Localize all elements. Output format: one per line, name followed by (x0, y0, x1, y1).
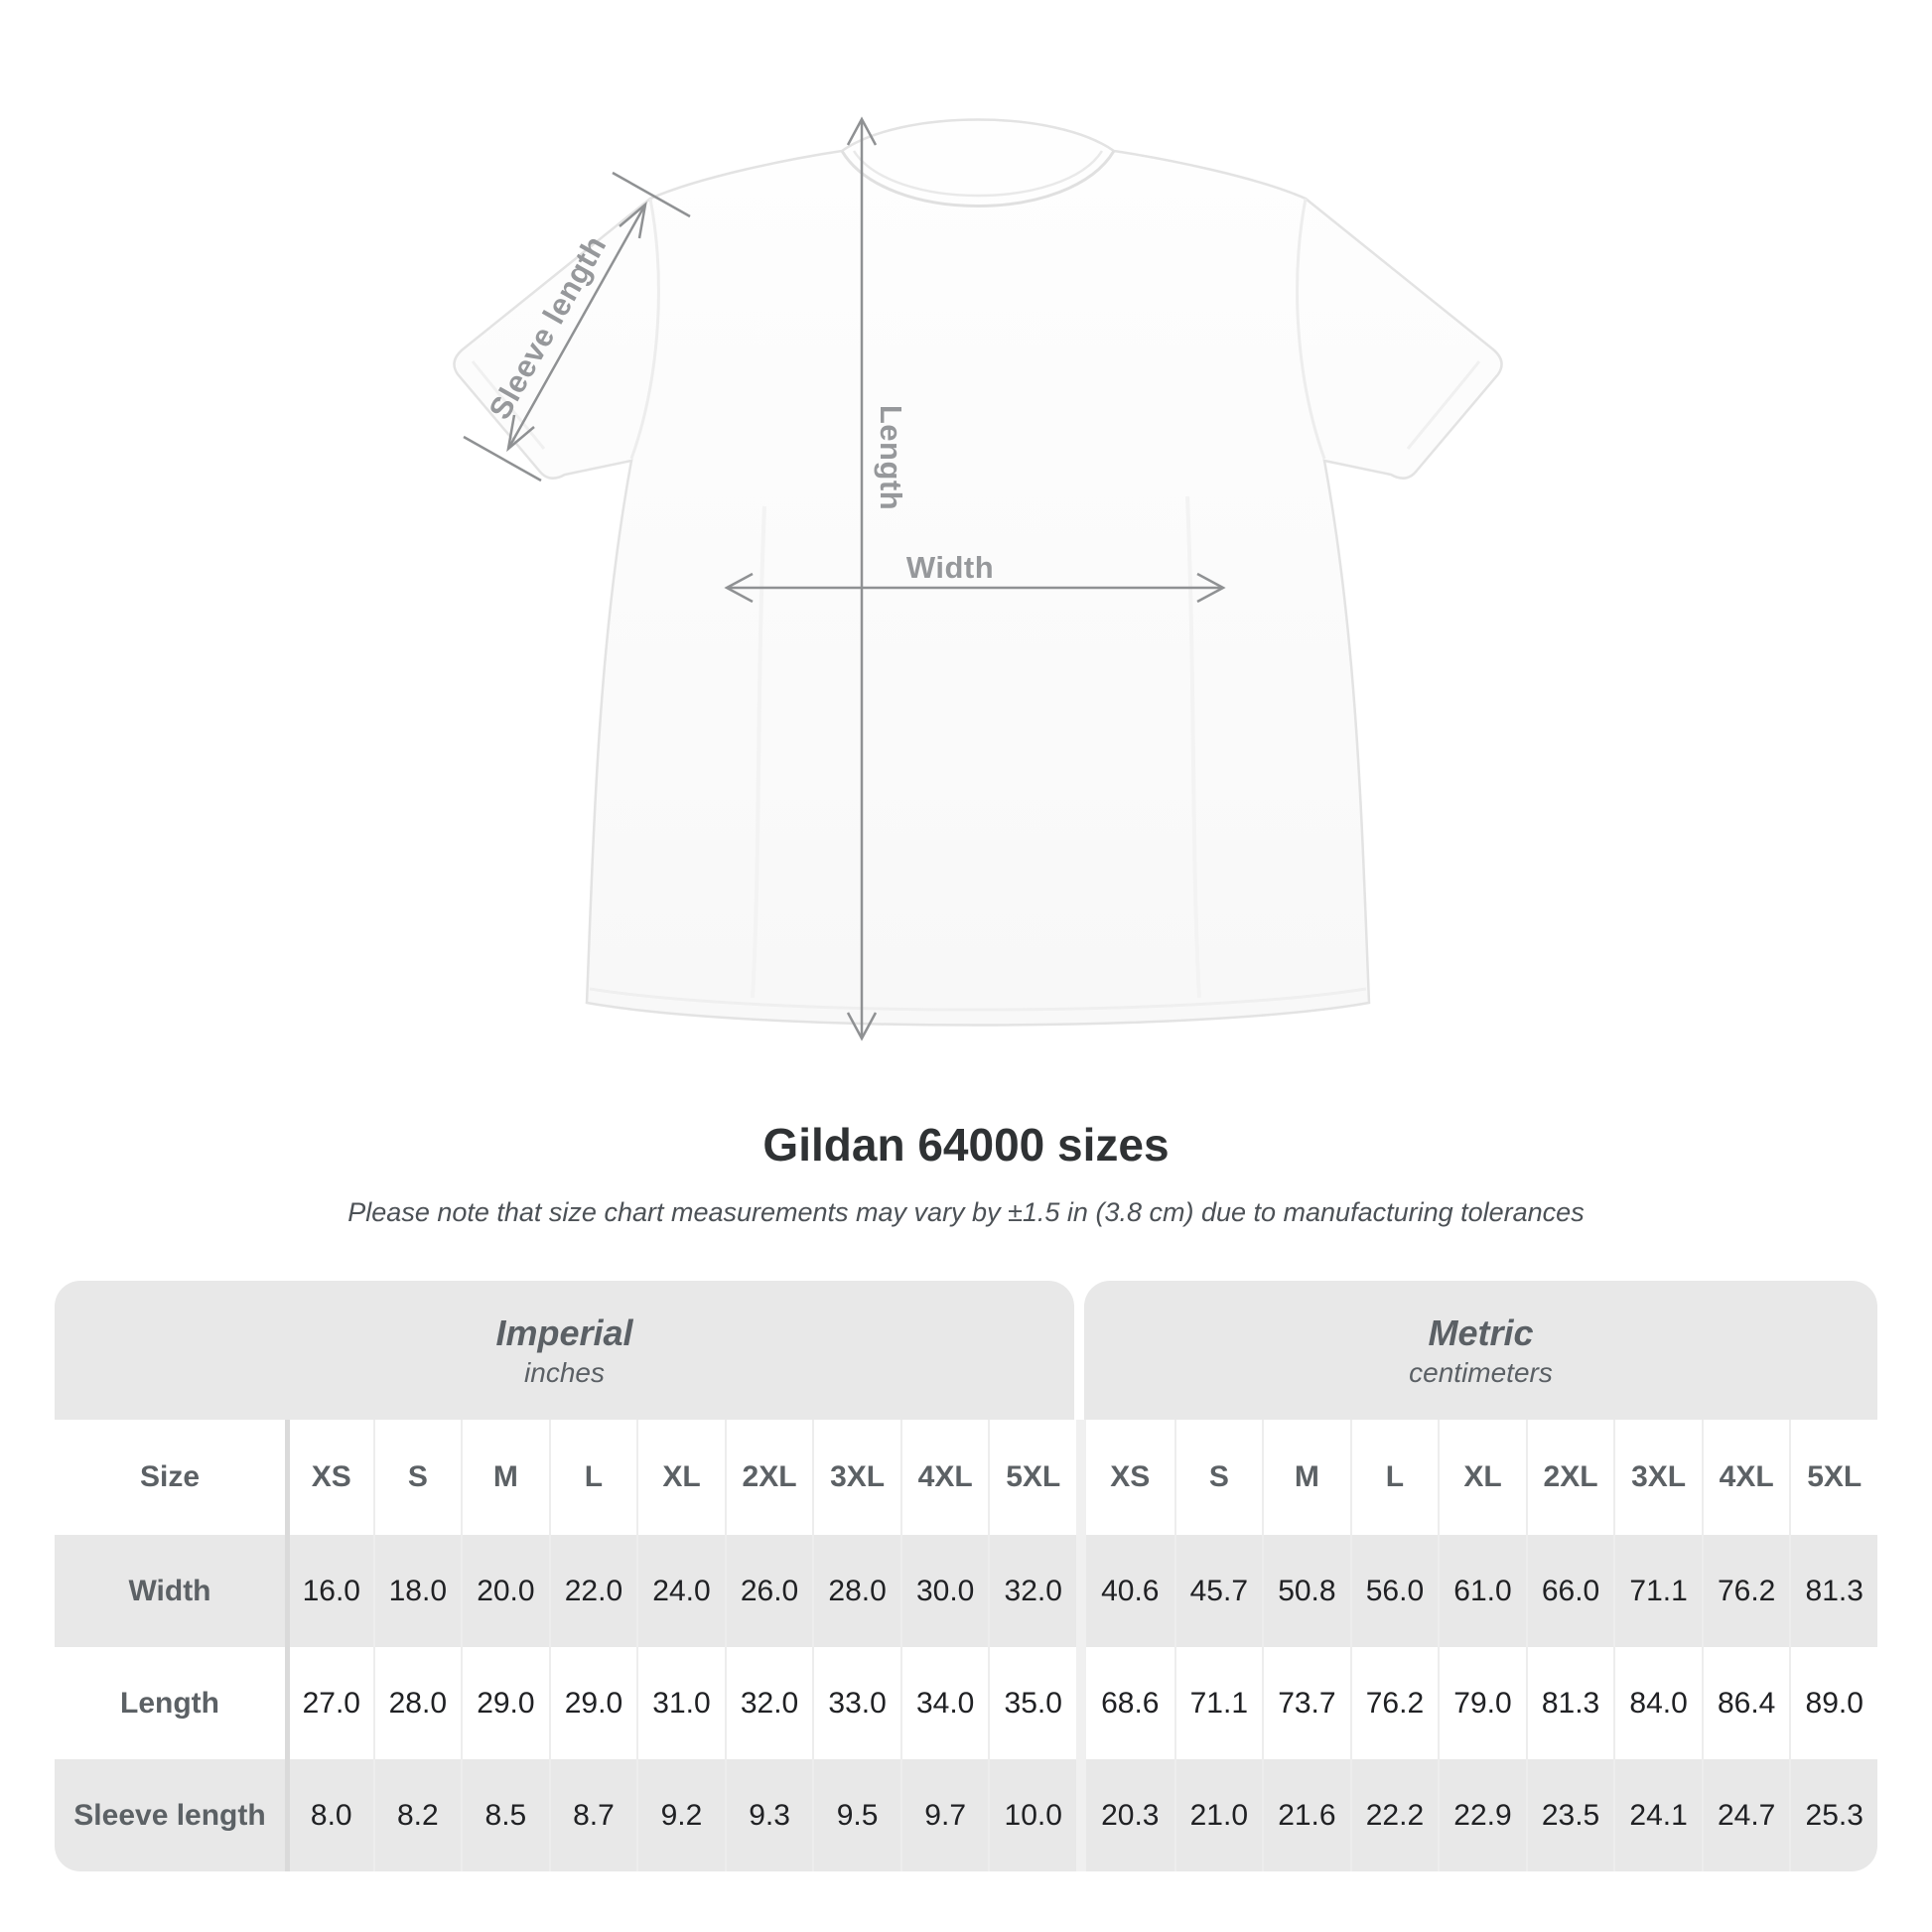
row-label-width: Width (55, 1535, 285, 1647)
unit-divider (1076, 1759, 1086, 1871)
size-value-cell: 56.0 (1350, 1535, 1439, 1647)
size-col-header: 3XL (1613, 1420, 1702, 1535)
size-value-cell: 18.0 (373, 1535, 462, 1647)
size-value-cell: 81.3 (1789, 1535, 1877, 1647)
size-value-cell: 8.2 (373, 1759, 462, 1871)
size-value-cell: 73.7 (1262, 1647, 1350, 1759)
size-col-header: XL (636, 1420, 725, 1535)
unit-group-metric (1084, 1281, 1877, 1420)
size-value-cell: 79.0 (1438, 1647, 1526, 1759)
size-value-cell: 8.7 (549, 1759, 637, 1871)
size-col-header: 4XL (1702, 1420, 1790, 1535)
size-col-header: 5XL (988, 1420, 1076, 1535)
table-row-width (55, 1535, 1877, 1647)
size-col-header: 3XL (812, 1420, 900, 1535)
size-value-cell: 9.3 (725, 1759, 813, 1871)
size-value-cell: 21.6 (1262, 1759, 1350, 1871)
size-value-cell: 66.0 (1526, 1535, 1614, 1647)
size-value-cell: 8.0 (285, 1759, 373, 1871)
size-value-cell: 50.8 (1262, 1535, 1350, 1647)
size-header-row (55, 1420, 1877, 1535)
unit-band-gap (1074, 1281, 1084, 1420)
unit-group-imperial (55, 1281, 1074, 1420)
size-value-cell: 29.0 (461, 1647, 549, 1759)
metric-unit: centimeters (1409, 1357, 1553, 1388)
size-value-cell: 9.5 (812, 1759, 900, 1871)
size-value-cell: 23.5 (1526, 1759, 1614, 1871)
size-value-cell: 40.6 (1086, 1535, 1174, 1647)
size-value-cell: 20.3 (1086, 1759, 1174, 1871)
size-value-cell: 33.0 (812, 1647, 900, 1759)
size-col-header: 5XL (1789, 1420, 1877, 1535)
size-value-cell: 34.0 (900, 1647, 989, 1759)
size-col-header: L (1350, 1420, 1439, 1535)
size-value-cell: 30.0 (900, 1535, 989, 1647)
unit-divider (1076, 1535, 1086, 1647)
size-value-cell: 27.0 (285, 1647, 373, 1759)
size-value-cell: 32.0 (725, 1647, 813, 1759)
row-label-length: Length (55, 1647, 285, 1759)
size-col-header: XS (285, 1420, 373, 1535)
size-value-cell: 24.7 (1702, 1759, 1790, 1871)
sleeve-length-label: Sleeve length (482, 229, 614, 426)
size-col-header: XS (1086, 1420, 1174, 1535)
size-value-cell: 76.2 (1702, 1535, 1790, 1647)
width-label: Width (905, 550, 995, 585)
size-value-cell: 71.1 (1174, 1647, 1263, 1759)
size-value-cell: 8.5 (461, 1759, 549, 1871)
metric-name: Metric (1428, 1312, 1534, 1353)
size-value-cell: 61.0 (1438, 1535, 1526, 1647)
size-value-cell: 9.7 (900, 1759, 989, 1871)
size-value-cell: 86.4 (1702, 1647, 1790, 1759)
imperial-unit: inches (524, 1357, 605, 1388)
size-col-header: 2XL (725, 1420, 813, 1535)
size-col-header: M (1262, 1420, 1350, 1535)
size-value-cell: 29.0 (549, 1647, 637, 1759)
size-col-header: XL (1438, 1420, 1526, 1535)
size-value-cell: 28.0 (373, 1647, 462, 1759)
table-row-sleeve-length (55, 1759, 1877, 1871)
size-col-header: M (461, 1420, 549, 1535)
unit-divider (1076, 1647, 1086, 1759)
size-col-header: 4XL (900, 1420, 989, 1535)
size-value-cell: 35.0 (988, 1647, 1076, 1759)
size-value-cell: 20.0 (461, 1535, 549, 1647)
size-value-cell: 22.2 (1350, 1759, 1439, 1871)
size-value-cell: 22.9 (1438, 1759, 1526, 1871)
size-value-cell: 81.3 (1526, 1647, 1614, 1759)
size-value-cell: 16.0 (285, 1535, 373, 1647)
size-value-cell: 9.2 (636, 1759, 725, 1871)
size-label: Size (55, 1420, 285, 1535)
size-value-cell: 32.0 (988, 1535, 1076, 1647)
imperial-name: Imperial (495, 1312, 633, 1353)
size-value-cell: 21.0 (1174, 1759, 1263, 1871)
size-value-cell: 45.7 (1174, 1535, 1263, 1647)
size-value-cell: 28.0 (812, 1535, 900, 1647)
size-table (55, 1281, 1877, 1871)
page-title: Gildan 64000 sizes (762, 1119, 1170, 1171)
size-col-header: 2XL (1526, 1420, 1614, 1535)
unit-divider (1076, 1420, 1086, 1535)
size-value-cell: 89.0 (1789, 1647, 1877, 1759)
unit-band (55, 1281, 1877, 1420)
page-subtitle: Please note that size chart measurements may vary by ±1.5 in (3.8 cm) due to manufacturing tolerances (347, 1197, 1585, 1227)
size-value-cell: 10.0 (988, 1759, 1076, 1871)
size-col-header: L (549, 1420, 637, 1535)
size-value-cell: 76.2 (1350, 1647, 1439, 1759)
size-col-header: S (373, 1420, 462, 1535)
size-value-cell: 31.0 (636, 1647, 725, 1759)
size-value-cell: 26.0 (725, 1535, 813, 1647)
row-label-sleeve-length: Sleeve length (55, 1759, 285, 1871)
size-value-cell: 24.1 (1613, 1759, 1702, 1871)
length-label: Length (874, 404, 908, 511)
size-value-cell: 71.1 (1613, 1535, 1702, 1647)
size-value-cell: 25.3 (1789, 1759, 1877, 1871)
size-value-cell: 84.0 (1613, 1647, 1702, 1759)
size-value-cell: 68.6 (1086, 1647, 1174, 1759)
size-col-header: S (1174, 1420, 1263, 1535)
size-value-cell: 22.0 (549, 1535, 637, 1647)
table-row-length (55, 1647, 1877, 1759)
size-value-cell: 24.0 (636, 1535, 725, 1647)
